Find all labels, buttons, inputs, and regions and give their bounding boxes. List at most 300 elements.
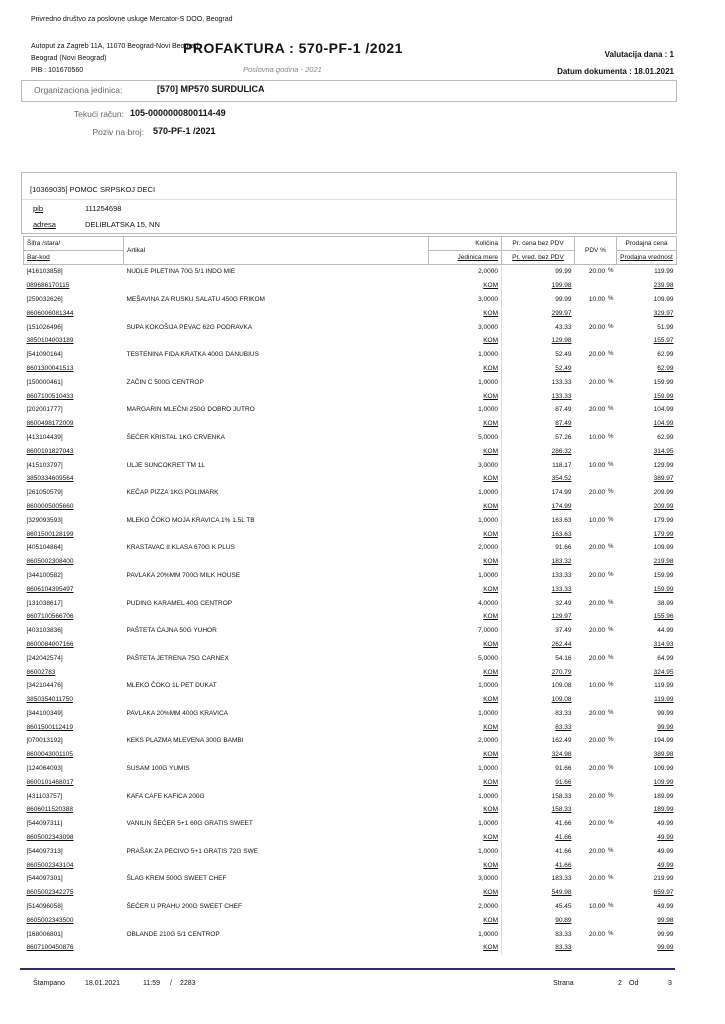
item-artikal: PAŠTETA JETRENA 75G CARNEX (126, 654, 229, 662)
table-row-sub (24, 913, 677, 927)
item-jedinica: KOM (429, 472, 502, 486)
header-prodajna: Prodajna cena (617, 237, 677, 251)
item-sifra: [416103858] (26, 268, 63, 276)
item-pdv: 20.00 % (588, 268, 614, 276)
item-pdv-value: 20.00 (588, 599, 606, 607)
item-artikal: ZAČIN C 500G CENTROP (126, 378, 204, 386)
item-pdv: 20.00 % (588, 544, 614, 552)
item-prodajna-vrednost: 219.98 (653, 558, 674, 566)
item-vrednost: 299.97 (551, 309, 572, 317)
item-barkod: 3850354011750 (26, 696, 74, 704)
item-pdv-value: 20.00 (588, 544, 606, 552)
account-value: 105-0000000800114-49 (130, 108, 226, 118)
item-pdv: 10.00 % (588, 461, 614, 469)
item-jedinica: KOM (429, 831, 502, 845)
item-barkod: 8606011520388 (26, 806, 74, 814)
item-barkod: 8601300041513 (26, 364, 74, 372)
table-row (24, 375, 677, 389)
item-prodajna-vrednost: 659.97 (653, 889, 674, 897)
item-pdv: 20.00 % (588, 709, 614, 717)
table-row-sub (24, 472, 677, 486)
item-barkod: 8605002342275 (26, 889, 74, 897)
item-cena: 57.26 (555, 433, 572, 441)
item-vrednost: 324.98 (551, 751, 572, 759)
item-prodajna-vrednost: 329.97 (653, 309, 674, 317)
item-jedinica: KOM (429, 913, 502, 927)
table-row (24, 707, 677, 721)
table-row-sub (24, 720, 677, 734)
item-pdv-value: 10.00 (588, 516, 606, 524)
item-jedinica: KOM (429, 610, 502, 624)
item-cena: 133.33 (551, 571, 572, 579)
item-vrednost: 83.33 (555, 723, 572, 731)
item-pdv: 20.00 % (588, 378, 614, 386)
header-barkod: Bar-kod (24, 251, 124, 265)
header-vred: Pr. vred. bez PDV (502, 251, 575, 265)
document-subtitle: Poslovna godina - 2021 (243, 65, 322, 74)
item-sifra: [151026496] (26, 323, 63, 331)
item-prodajna-cena: 62.99 (657, 351, 674, 359)
item-prodajna-cena: 104.99 (653, 406, 674, 414)
item-barkod: 8600005005660 (26, 502, 74, 510)
item-cena: 54.16 (555, 654, 572, 662)
item-kolicina: 1,0000 (429, 375, 502, 389)
item-pdv: 20.00 % (588, 323, 614, 331)
table-row (24, 817, 677, 831)
item-pdv-value: 10.00 (588, 903, 606, 911)
item-jedinica: KOM (429, 775, 502, 789)
item-barkod: 8607100450876 (26, 944, 74, 952)
item-pdv: 20.00 % (588, 489, 614, 497)
item-prodajna-vrednost: 62.99 (657, 364, 674, 372)
header-pdv: PDV % (575, 237, 617, 265)
item-prodajna-cena: 99.99 (657, 930, 674, 938)
table-row (24, 927, 677, 941)
item-kolicina: 1,0000 (429, 486, 502, 500)
item-jedinica: KOM (429, 582, 502, 596)
reference-label: Poziv na broj: (92, 127, 144, 137)
item-pdv: 20.00 % (588, 599, 614, 607)
item-prodajna-cena: 64.99 (657, 654, 674, 662)
item-barkod: 8600043001105 (26, 751, 74, 759)
item-sifra: [544097313] (26, 847, 63, 855)
customer-pib-value: 111254698 (85, 204, 122, 213)
item-kolicina: 2,0000 (429, 541, 502, 555)
item-prodajna-cena: 119.99 (654, 268, 674, 276)
table-row (24, 541, 677, 555)
item-prodajna-cena: 194.99 (653, 737, 674, 745)
item-pdv: 10.00 % (588, 903, 614, 911)
table-row (24, 348, 677, 362)
table-row (24, 513, 677, 527)
item-prodajna-cena: 159.99 (653, 571, 674, 579)
table-row-sub (24, 886, 677, 900)
item-pdv-value: 20.00 (588, 654, 606, 662)
item-prodajna-vrednost: 159.99 (653, 585, 674, 593)
item-cena: 109.08 (551, 682, 572, 690)
item-artikal: MLEKO ČOKO MOJA KRAVICA 1% 1.5L TB (126, 516, 255, 524)
item-cena: 87.49 (555, 406, 572, 414)
item-pdv: 20.00 % (588, 820, 614, 828)
item-vrednost: 133.33 (551, 585, 572, 593)
item-kolicina: 1,0000 (429, 707, 502, 721)
table-row-sub (24, 555, 677, 569)
item-sifra: [415103797] (26, 461, 63, 469)
item-pdv-value: 20.00 (588, 406, 606, 414)
table-row-sub (24, 389, 677, 403)
item-pdv-value: 10.00 (588, 433, 606, 441)
table-row-sub (24, 500, 677, 514)
item-prodajna-vrednost: 49.99 (657, 861, 674, 869)
item-barkod: 8600101468017 (26, 778, 74, 786)
item-pdv-value: 20.00 (588, 875, 606, 883)
item-vrednost: 41.66 (555, 861, 572, 869)
table-row (24, 679, 677, 693)
item-prodajna-vrednost: 179.99 (653, 530, 674, 538)
table-row (24, 844, 677, 858)
company-pib: PIB : 101670560 (31, 67, 84, 74)
item-prodajna-cena: 49.99 (657, 820, 674, 828)
item-jedinica: KOM (429, 444, 502, 458)
item-prodajna-vrednost: 109.99 (653, 778, 674, 786)
org-value: [570] MP570 SURDULICA (157, 84, 265, 94)
item-pdv: 10.00 % (588, 682, 614, 690)
table-row-sub (24, 803, 677, 817)
header-kolicina: Količina (429, 237, 502, 251)
item-prodajna-vrednost: 314.93 (653, 640, 674, 648)
item-jedinica: KOM (429, 638, 502, 652)
item-kolicina: 4,0000 (429, 596, 502, 610)
item-sifra: [403103836] (26, 627, 63, 635)
table-row-sub (24, 306, 677, 320)
item-pdv: 10.00 % (588, 433, 614, 441)
item-cena: 43.33 (555, 323, 572, 331)
document-date: Datum dokumenta : 18.01.2021 (557, 67, 674, 76)
item-sifra: [413104439] (26, 433, 63, 441)
items-body (24, 265, 677, 955)
table-row (24, 486, 677, 500)
footer-time: 11:59 (143, 980, 160, 987)
item-kolicina: 1,0000 (429, 927, 502, 941)
item-prodajna-vrednost: 159.99 (653, 392, 674, 400)
item-prodajna-cena: 62.99 (657, 433, 674, 441)
item-kolicina: 1,0000 (429, 844, 502, 858)
item-pdv-value: 20.00 (588, 627, 606, 635)
item-jedinica: KOM (429, 693, 502, 707)
table-row-sub (24, 582, 677, 596)
item-vrednost: 270.79 (551, 668, 572, 676)
item-cena: 99.99 (555, 268, 572, 276)
table-row-sub (24, 693, 677, 707)
item-cena: 91.66 (555, 544, 572, 552)
item-jedinica: KOM (429, 720, 502, 734)
footer-page: 2 (618, 980, 622, 987)
item-prodajna-vrednost: 209.99 (653, 502, 674, 510)
item-barkod: 3850104003189 (26, 337, 74, 345)
item-barkod: 8605002343098 (26, 834, 74, 842)
item-pdv-value: 20.00 (588, 847, 606, 855)
item-jedinica: KOM (429, 748, 502, 762)
item-sifra: [544097311] (26, 820, 63, 828)
item-cena: 183.33 (551, 875, 572, 883)
item-vrednost: 183.32 (551, 558, 572, 566)
item-kolicina: 3,0000 (429, 872, 502, 886)
table-row (24, 651, 677, 665)
item-pdv: 10.00 % (588, 295, 614, 303)
table-row-sub (24, 527, 677, 541)
item-artikal: MARGARIN MLEČNI 250G DOBRO JUTRO (126, 406, 255, 414)
item-vrednost: 354.52 (551, 475, 572, 483)
item-prodajna-vrednost: 389.97 (653, 475, 674, 483)
item-pdv-value: 20.00 (588, 765, 606, 773)
item-jedinica: KOM (429, 803, 502, 817)
table-row (24, 403, 677, 417)
item-cena: 158.33 (551, 792, 572, 800)
item-barkod: 86002783 (26, 668, 56, 676)
item-cena: 162.49 (551, 737, 572, 745)
table-row (24, 762, 677, 776)
item-pdv: 20.00 % (588, 875, 614, 883)
table-row (24, 596, 677, 610)
item-vrednost: 109.08 (551, 696, 572, 704)
item-barkod: 8607100566706 (26, 613, 74, 621)
item-sifra: [150000461] (26, 378, 63, 386)
table-row-sub (24, 279, 677, 293)
item-artikal: ULJE SUNCOKRET TM 1L (126, 461, 206, 469)
header-cena: Pr. cena bez PDV (502, 237, 575, 251)
item-artikal: MLEKO ČOKO 1L PET DUKAT (126, 682, 217, 690)
item-jedinica: KOM (429, 417, 502, 431)
table-row-sub (24, 334, 677, 348)
item-prodajna-cena: 219.99 (653, 875, 674, 883)
item-prodajna-vrednost: 99.99 (657, 723, 674, 731)
item-vrednost: 133.33 (551, 392, 572, 400)
table-row-sub (24, 748, 677, 762)
item-prodajna-cena: 49.99 (657, 903, 674, 911)
item-barkod: 8607100510433 (26, 392, 74, 400)
item-prodajna-cena: 119.99 (654, 682, 674, 690)
item-barkod: 8601500112419 (26, 723, 74, 731)
item-prodajna-cena: 99.99 (657, 709, 674, 717)
item-sifra: [329093593] (26, 516, 63, 524)
table-row (24, 900, 677, 914)
item-kolicina: 3,0000 (429, 320, 502, 334)
item-pdv: 20.00 % (588, 847, 614, 855)
item-barkod: 8605002343104 (26, 861, 74, 869)
table-row (24, 431, 677, 445)
item-artikal: PRAŠAK ZA PECIVO 5+1 GRATIS 72G SWE (126, 847, 259, 855)
item-sifra: [431103757] (26, 792, 63, 800)
validity: Valutacija dana : 1 (604, 50, 674, 59)
item-vrednost: 549.98 (551, 889, 572, 897)
item-cena: 83.33 (555, 930, 572, 938)
document-title: PROFAKTURA : 570-PF-1 /2021 (183, 40, 403, 56)
item-pdv-value: 20.00 (588, 930, 606, 938)
item-kolicina: 2,0000 (429, 900, 502, 914)
item-pdv: 20.00 % (588, 765, 614, 773)
item-vrednost: 90.89 (555, 916, 572, 924)
item-prodajna-cena: 109.99 (653, 765, 674, 773)
item-artikal: ŠEĆER KRISTAL 1KG CRVENKA (126, 433, 225, 441)
item-kolicina: 1,0000 (429, 789, 502, 803)
item-pdv-value: 20.00 (588, 378, 606, 386)
footer-total: 3 (668, 980, 672, 987)
item-artikal: PAVLAKA 20%MM 700G MILK HOUSE (126, 571, 241, 579)
table-row (24, 569, 677, 583)
item-cena: 163.63 (551, 516, 572, 524)
table-row-sub (24, 831, 677, 845)
customer-pib-label: pib (33, 204, 44, 213)
item-prodajna-cena: 49.99 (657, 847, 674, 855)
item-artikal: TESTENINA FIDA KRATKA 400G DANUBIUS (126, 351, 259, 359)
org-label: Organizaciona jedinica: (34, 85, 123, 95)
company-name: Privredno društvo za poslovne usluge Mercator-S DOO, Beograd (31, 16, 233, 23)
item-jedinica: KOM (429, 941, 502, 955)
item-sifra: [544097301] (26, 875, 63, 883)
item-jedinica: KOM (429, 334, 502, 348)
footer-slash: / (170, 980, 172, 987)
item-jedinica: KOM (429, 886, 502, 900)
item-vrednost: 199.98 (551, 282, 572, 290)
item-pdv: 20.00 % (588, 930, 614, 938)
company-city: Beograd (Novi Beograd) (31, 55, 107, 62)
header-jedinica: Jedinica mere (429, 251, 502, 265)
item-pdv-value: 10.00 (588, 295, 606, 303)
customer-address-label: adresa (33, 220, 56, 229)
item-kolicina: 1,0000 (429, 348, 502, 362)
item-artikal: OBLANDE 210G 5/1 CENTROP (126, 930, 220, 938)
item-jedinica: KOM (429, 279, 502, 293)
item-artikal: KAFA CAFE KAFICA 200G (126, 792, 205, 800)
item-artikal: PUDING KARAMEL 40G CENTROP (126, 599, 233, 607)
item-pdv: 10.00 % (588, 516, 614, 524)
item-sifra: [124064093] (26, 765, 63, 773)
item-prodajna-cena: 129.99 (653, 461, 674, 469)
item-kolicina: 1,0000 (429, 569, 502, 583)
header-artikal: Artikal (124, 237, 429, 265)
item-cena: 32.49 (555, 599, 572, 607)
item-kolicina: 1,0000 (429, 679, 502, 693)
item-pdv-value: 20.00 (588, 489, 606, 497)
item-sifra: [344100349] (26, 709, 63, 717)
item-artikal: PAVLAKA 20%MM 400G KRAVICA (126, 709, 229, 717)
item-jedinica: KOM (429, 389, 502, 403)
item-barkod: 8600101827043 (26, 447, 74, 455)
item-kolicina: 1,0000 (429, 762, 502, 776)
item-sifra: [342104476] (26, 682, 63, 690)
item-cena: 83.33 (555, 709, 572, 717)
item-barkod: 8600498172009 (26, 420, 74, 428)
item-sifra: [202001777] (26, 406, 63, 414)
item-prodajna-vrednost: 104.99 (653, 420, 674, 428)
item-pdv: 20.00 % (588, 406, 614, 414)
item-sifra: [261050579] (26, 489, 63, 497)
company-address: Autoput za Zagreb 11A, 11070 Beograd-Novi Beograd (31, 43, 199, 50)
item-jedinica: KOM (429, 527, 502, 541)
items-table (23, 236, 677, 955)
table-row (24, 789, 677, 803)
header-sifra: Šifra /stara/ (24, 237, 124, 251)
item-sifra: [070013192] (26, 737, 63, 745)
item-pdv-value: 20.00 (588, 268, 606, 276)
item-barkod: 089686170115 (26, 282, 70, 290)
item-artikal: KRASTAVAC II KLASA 670G K PLUS (126, 544, 235, 552)
item-pdv: 20.00 % (588, 627, 614, 635)
footer-printed-label: Štampano (33, 980, 65, 987)
footer-page-label: Strana (553, 980, 574, 987)
item-pdv-value: 20.00 (588, 351, 606, 359)
item-cena: 45.45 (555, 903, 572, 911)
item-prodajna-cena: 51.99 (657, 323, 674, 331)
table-row-sub (24, 610, 677, 624)
item-artikal: MEŠAVINA ZA RUSKU SALATU 450G FRIKOM (126, 295, 265, 303)
item-jedinica: KOM (429, 362, 502, 376)
item-kolicina: 1,0000 (429, 403, 502, 417)
footer-number: 2283 (180, 980, 196, 987)
customer-box (21, 172, 677, 234)
item-barkod: 8605002343500 (26, 916, 74, 924)
table-row-sub (24, 941, 677, 955)
item-prodajna-vrednost: 99.98 (657, 916, 674, 924)
item-jedinica: KOM (429, 555, 502, 569)
item-sifra: [405104864] (26, 544, 63, 552)
item-jedinica: KOM (429, 665, 502, 679)
item-sifra: [259032626] (26, 295, 63, 303)
table-row (24, 320, 677, 334)
item-pdv-value: 10.00 (588, 682, 606, 690)
footer-date: 18.01.2021 (85, 980, 121, 987)
table-row-sub (24, 858, 677, 872)
item-prodajna-cena: 179.99 (653, 516, 674, 524)
item-jedinica: KOM (429, 306, 502, 320)
item-cena: 91.66 (555, 765, 572, 773)
item-vrednost: 87.49 (555, 420, 572, 428)
item-cena: 118.17 (552, 461, 572, 469)
item-pdv: 20.00 % (588, 351, 614, 359)
item-vrednost: 91.66 (555, 778, 572, 786)
item-kolicina: 1,0000 (429, 817, 502, 831)
item-prodajna-cena: 109.99 (653, 295, 674, 303)
item-pdv: 20.00 % (588, 571, 614, 579)
item-pdv: 20.00 % (588, 654, 614, 662)
item-barkod: 8606006081344 (26, 309, 74, 317)
footer-divider (20, 968, 675, 970)
item-prodajna-cena: 189.99 (653, 792, 674, 800)
item-prodajna-vrednost: 49.99 (657, 834, 674, 842)
item-vrednost: 163.63 (551, 530, 572, 538)
item-pdv-value: 20.00 (588, 709, 606, 717)
item-pdv-value: 20.00 (588, 820, 606, 828)
item-sifra: [168006801] (26, 930, 63, 938)
item-cena: 41.66 (555, 820, 572, 828)
item-artikal: KEČAP PIZZA 1KG POLIMARK (126, 489, 219, 497)
table-row (24, 293, 677, 307)
item-artikal: VANILIN ŠEĆER 5+1 60G GRATIS SWEET (126, 820, 253, 828)
item-cena: 41.66 (555, 847, 572, 855)
reference-value: 570-PF-1 /2021 (153, 126, 216, 136)
item-artikal: ŠEĆER U PRAHU 200G SWEET CHEF (126, 903, 242, 911)
item-kolicina: 3,0000 (429, 458, 502, 472)
item-cena: 174.99 (551, 489, 572, 497)
item-jedinica: KOM (429, 858, 502, 872)
item-artikal: PAŠTETA ĆAJNA 50G YUHOR (126, 627, 217, 635)
item-cena: 52.49 (555, 351, 572, 359)
item-artikal: KEKS PLAZMA MLEVENA 300G BAMBI (126, 737, 244, 745)
item-vrednost: 52.49 (555, 364, 572, 372)
item-pdv: 20.00 % (588, 737, 614, 745)
item-prodajna-vrednost: 155.96 (653, 613, 674, 621)
item-kolicina: 5,0000 (429, 651, 502, 665)
